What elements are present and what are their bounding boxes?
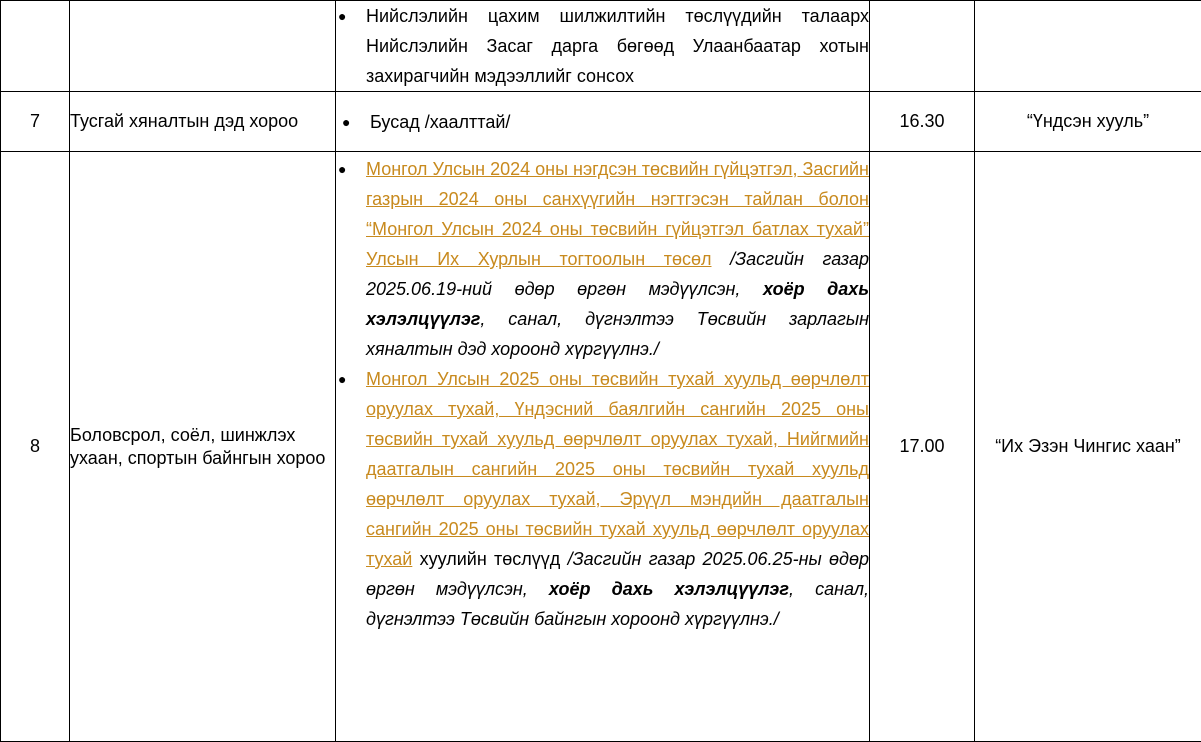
submission-note: /Засгийн газар 2025.06.25-ны өдөр өргөн мэдүүлсэн, хоёр дахь хэлэлцүүлэг, санал, дүгнэлтээ Төсвийн байнгын хороонд хүргүүлнэ./ (366, 549, 869, 629)
room-cell (975, 92, 1201, 152)
row-number: 8 (30, 436, 40, 456)
agenda-item (336, 364, 869, 634)
reading-stage: хоёр дахь хэлэлцүүлэг (549, 579, 789, 599)
agenda-list (336, 1, 869, 91)
committee-cell (70, 1, 336, 92)
agenda-item: ● Нийслэлийн цахим шилжилтийн төслүүдийн талаарх Нийслэлийн Засаг дарга бөгөөд Улаанбаатар хотын захирагчийн мэдээллийг сонсох (336, 1, 869, 91)
row-number-cell (1, 1, 70, 92)
table-row-continued (1, 1, 1201, 92)
room-cell (975, 1, 1201, 92)
time-cell (870, 1, 975, 92)
meeting-time: 17.00 (899, 436, 944, 456)
bill-link[interactable]: Монгол Улсын 2025 оны төсвийн тухай хуульд өөрчлөлт оруулах тухай, Үндэсний баялгийн сангийн 2025 оны төсвийн тухай хуульд өөрчлөлт оруулах тухай, Нийгмийн даатгалын сангийн 2025 оны төсвийн тухай хуульд өөрчлөлт оруулах тухай, Эрүүл мэндийн даатгалын сангийн 2025 оны төсвийн тухай хуульд өөрчлөлт оруулах тухай (366, 369, 869, 569)
agenda-cell (336, 152, 870, 742)
agenda-item: ● Бусад /хаалттай/ (336, 107, 869, 137)
agenda-cell (336, 1, 870, 92)
committee-cell (70, 92, 336, 152)
meeting-time: 16.30 (899, 111, 944, 131)
submission-note: /Засгийн газар 2025.06.19-ний өдөр өргөн мэдүүлсэн, хоёр дахь хэлэлцүүлэг, санал, дүгнэлтээ Төсвийн зарлагын хяналтын дэд хороонд хүргүүлнэ./ (366, 249, 869, 359)
room-cell (975, 152, 1201, 742)
agenda-list (336, 107, 869, 137)
time-cell (870, 152, 975, 742)
bill-link[interactable]: Монгол Улсын 2024 оны нэгдсэн төсвийн гүйцэтгэл, Засгийн газрын 2024 оны санхүүгийн нэгтгэсэн тайлан болон “Монгол Улсын 2024 оны төсвийн гүйцэтгэл батлах тухай” Улсын Их Хурлын тогтоолын төсөл (366, 159, 869, 269)
row-number-cell (1, 152, 70, 742)
committee-name: Боловсрол, соёл, шинжлэх ухаан, спортын байнгын хороо (70, 425, 325, 468)
bullet-icon: ● (338, 1, 346, 31)
committee-cell (70, 152, 336, 742)
bullet-icon: ● (338, 154, 346, 184)
agenda-cell (336, 92, 870, 152)
bullet-icon: ● (338, 364, 346, 394)
row-number-cell (1, 92, 70, 152)
meeting-room: “Үндсэн хууль” (1027, 111, 1149, 131)
agenda-item (336, 154, 869, 364)
committee-name: Тусгай хяналтын дэд хороо (70, 111, 298, 131)
bill-suffix: хуулийн төслүүд (412, 549, 560, 569)
table-row-8 (1, 152, 1201, 742)
meeting-room: “Их Эзэн Чингис хаан” (995, 436, 1181, 456)
time-cell (870, 92, 975, 152)
agenda-list (336, 154, 869, 634)
row-number: 7 (30, 111, 40, 131)
bullet-icon: ● (342, 107, 350, 137)
table-row-7 (1, 92, 1201, 152)
reading-stage: хоёр дахь хэлэлцүүлэг (366, 279, 869, 329)
